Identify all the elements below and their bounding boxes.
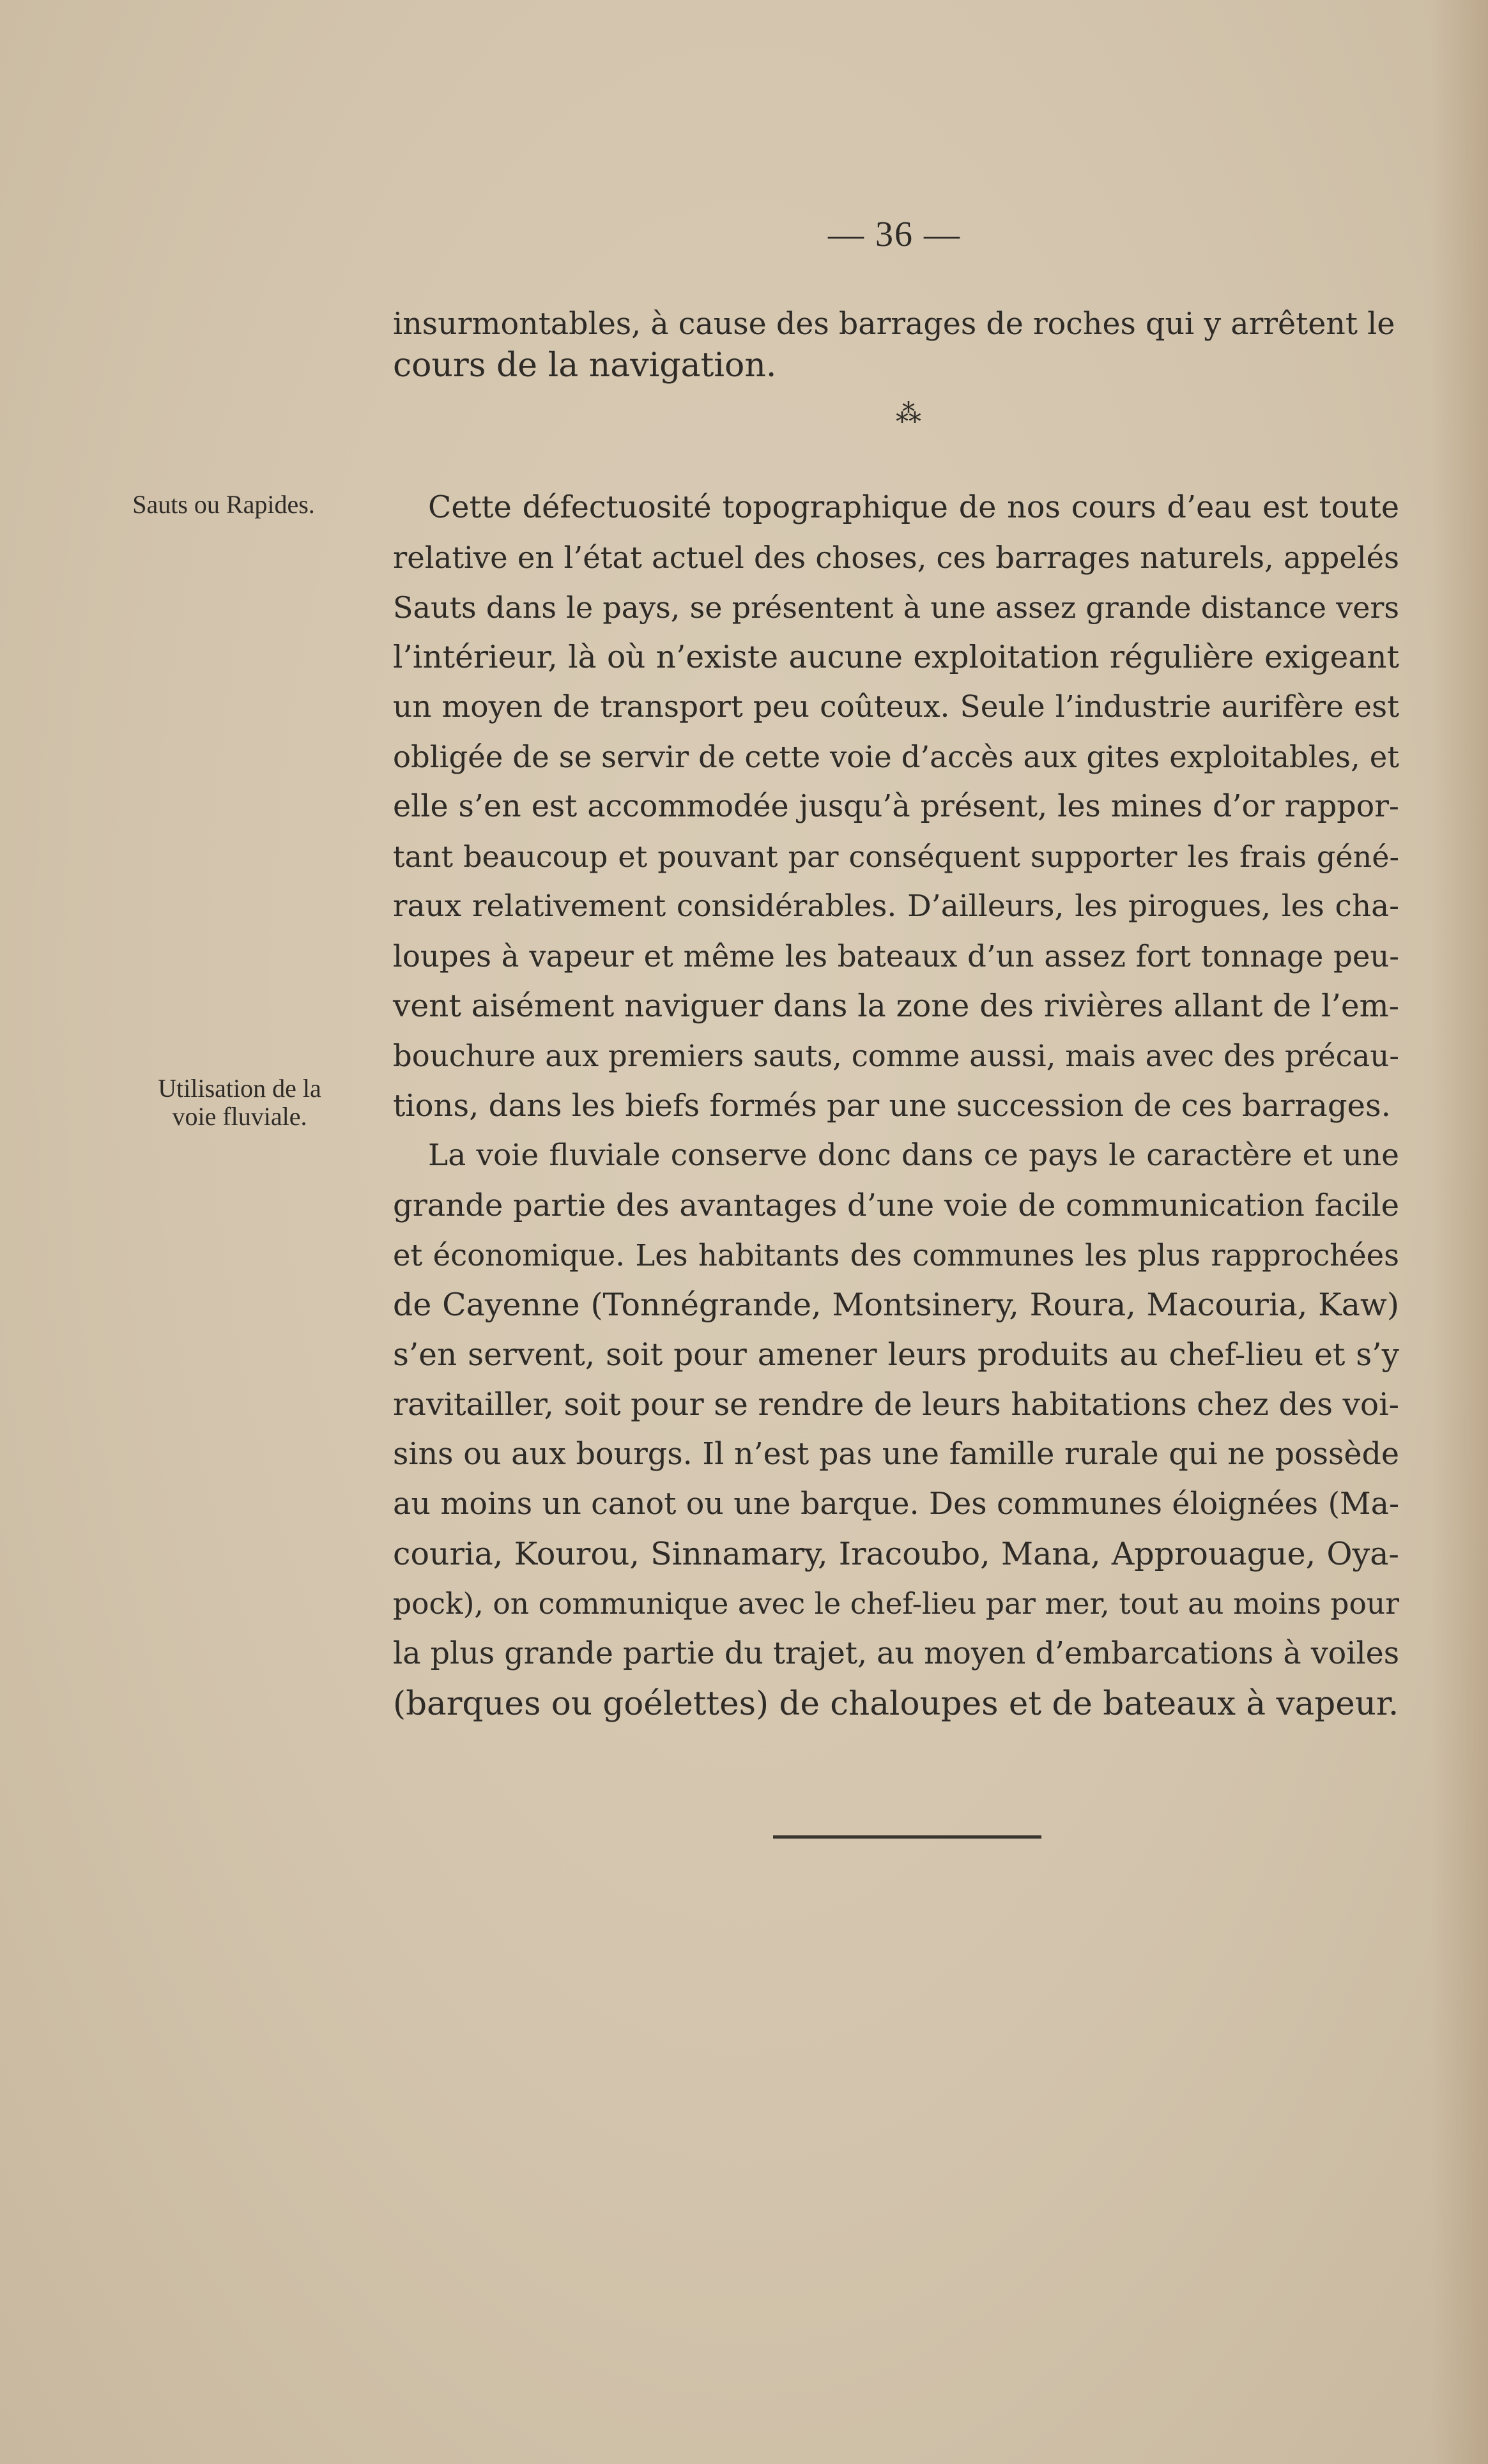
text-line: tions, dans les biefs formés par une succession de ces barrages. bbox=[393, 1088, 1391, 1124]
asterism bbox=[869, 399, 946, 457]
page-edge-shadow bbox=[1430, 0, 1488, 2464]
text-line: s’en servent, soit pour amener leurs produits au chef-lieu et s’y bbox=[393, 1337, 1399, 1373]
page-number: — 36 — bbox=[828, 215, 961, 254]
text-line: ravitailler, soit pour se rendre de leurs habitations chez des voi- bbox=[393, 1387, 1399, 1423]
text-line: un moyen de transport peu coûteux. Seule l’industrie aurifère est bbox=[393, 689, 1399, 724]
text-line: pock), on communique avec le chef-lieu par mer, tout au moins pour bbox=[393, 1587, 1399, 1621]
margin-note-line: voie fluviale. bbox=[172, 1102, 307, 1131]
closing-rule bbox=[773, 1835, 1041, 1839]
text-line: la plus grande partie du trajet, au moyen d’embarcations à voiles bbox=[393, 1636, 1400, 1671]
text-line: tant beaucoup et pouvant par conséquent supporter les frais géné- bbox=[393, 839, 1399, 874]
text-line: Sauts dans le pays, se présentent à une assez grande distance vers bbox=[393, 590, 1399, 625]
text-line: raux relativement considérables. D’ailleurs, les pirogues, les cha- bbox=[393, 889, 1399, 924]
text-line: relative en l’état actuel des choses, ces barrages naturels, appelés bbox=[393, 540, 1399, 575]
text-line: et économique. Les habitants des communes les plus rapprochées bbox=[393, 1238, 1399, 1273]
text-line: loupes à vapeur et même les bateaux d’un assez fort tonnage peu- bbox=[393, 939, 1399, 974]
text-line: elle s’en est accommodée jusqu’à présent, les mines d’or rappor- bbox=[393, 789, 1399, 824]
margin-note-line: Utilisation de la bbox=[158, 1074, 321, 1103]
text-line: couria, Kourou, Sinnamary, Iracoubo, Mana, Approuague, Oya- bbox=[393, 1536, 1399, 1572]
text-line: sins ou aux bourgs. Il n’est pas une famille rurale qui ne possède bbox=[393, 1437, 1399, 1472]
text-line: grande partie des avantages d’une voie de communication facile bbox=[393, 1188, 1399, 1223]
text-line: vent aisément naviguer dans la zone des rivières allant de l’em- bbox=[393, 988, 1399, 1024]
text-line: obligée de se servir de cette voie d’accès aux gites exploitables, et bbox=[393, 740, 1399, 774]
text-line: La voie fluviale conserve donc dans ce pays le caractère et une bbox=[428, 1138, 1399, 1173]
text-line: au moins un canot ou une barque. Des communes éloignées (Ma- bbox=[393, 1487, 1399, 1522]
asterism-glyph: ⁂ bbox=[896, 399, 921, 429]
margin-note-utilisation bbox=[121, 1075, 358, 1131]
text-line: l’intérieur, là où n’existe aucune exploitation régulière exigeant bbox=[393, 639, 1399, 675]
text-line: bouchure aux premiers sauts, comme aussi, mais avec des précau- bbox=[393, 1039, 1399, 1073]
text-line: cours de la navigation. bbox=[393, 346, 777, 385]
text-line: (barques ou goélettes) de chaloupes et de bateaux à vapeur. bbox=[393, 1685, 1399, 1723]
text-line: insurmontables, à cause des barrages de roches qui y arrêtent le bbox=[393, 307, 1395, 342]
margin-note-sauts: Sauts ou Rapides. bbox=[132, 490, 315, 519]
text-line: de Cayenne (Tonnégrande, Montsinery, Roura, Macouria, Kaw) bbox=[393, 1287, 1399, 1323]
text-line: Cette défectuosité topographique de nos cours d’eau est toute bbox=[428, 490, 1399, 525]
